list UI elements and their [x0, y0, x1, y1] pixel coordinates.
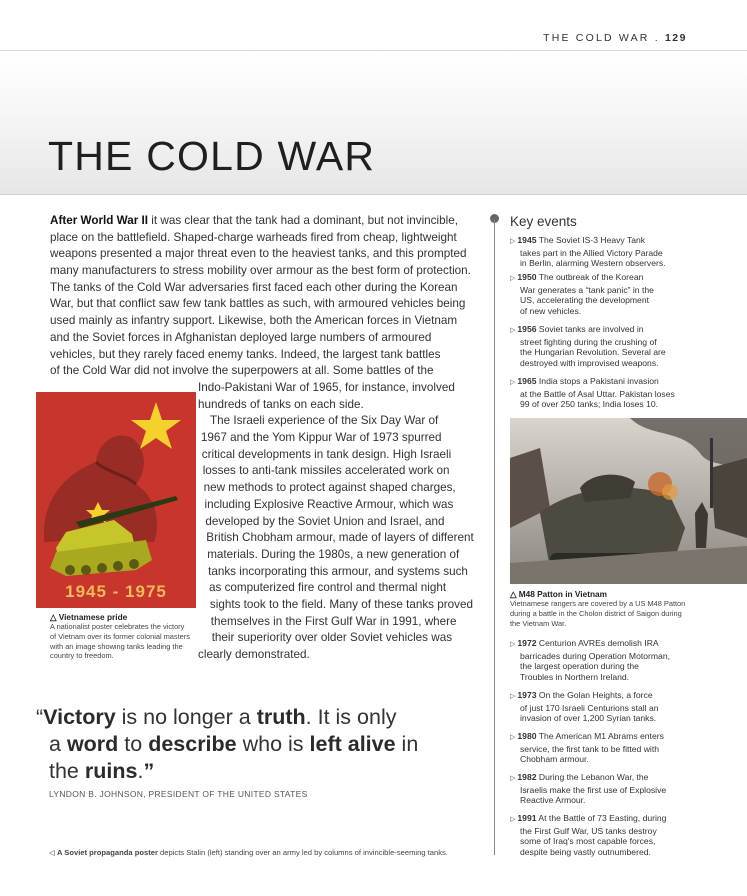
photo-caption-line: during a battle in the Cholon district of Saigon during	[510, 608, 682, 618]
triangle-right-icon: ▷	[510, 775, 516, 782]
body-line: sights took to the field. Many of these tanks proved	[209, 597, 474, 611]
body-line: themselves in the First Gulf War in 1991, where	[210, 614, 457, 628]
triangle-right-icon: ▷	[510, 734, 516, 741]
body-text-wrap	[198, 380, 474, 664]
body-line: tanks incorporating this armour, and systems such	[208, 564, 468, 578]
key-event-line: War generates a “tank panic” in the	[520, 284, 654, 295]
triangle-right-icon: ▷	[510, 693, 516, 700]
key-event-1972	[510, 638, 670, 682]
key-event-line: US, accelerating the development	[520, 295, 649, 306]
event-year: 1972	[517, 638, 537, 648]
key-event-first-line: ▷ 1980 The American M1 Abrams enters	[510, 731, 664, 741]
key-event-first-line: ▷ 1965 India stops a Pakistani invasion	[510, 376, 659, 386]
triangle-right-icon: ▷	[510, 816, 516, 823]
poster-years: 1945 - 1975	[65, 582, 167, 601]
event-year: 1982	[517, 772, 537, 782]
event-year: 1950	[517, 272, 537, 282]
key-event-first-line: ▷ 1950 The outbreak of the Korean	[510, 272, 644, 282]
triangle-right-icon: ▷	[510, 379, 516, 386]
key-event-line: barricades during Operation Motorman,	[520, 650, 670, 661]
event-year: 1973	[517, 690, 537, 700]
key-event-line: the First Gulf War, US tanks destroy	[520, 825, 657, 836]
key-event-1973	[510, 690, 659, 724]
key-event-line: Reactive Armour.	[520, 795, 586, 806]
poster-caption-line: A nationalist poster celebrates the victory	[50, 622, 185, 631]
key-event-line: Chobham armour.	[520, 754, 589, 765]
body-line: The tanks of the Cold War adversaries first faced each other during the Korean	[50, 280, 458, 294]
body-line: their superiority over older Soviet vehicles was	[211, 631, 453, 645]
quote-attribution: LYNDON B. JOHNSON, PRESIDENT OF THE UNITED STATES	[49, 789, 308, 799]
body-line: British Chobham armour, made of layers of different	[206, 531, 474, 545]
page-number: 129	[664, 32, 687, 44]
running-head-separator: .	[654, 32, 660, 44]
photo-caption-line: the Vietnam War.	[510, 618, 567, 628]
key-event-1956	[510, 324, 666, 368]
key-event-first-line: ▷ 1972 Centurion AVREs demolish IRA	[510, 638, 659, 648]
triangle-up-icon: △	[50, 612, 59, 622]
key-event-first-line: ▷ 1991 At the Battle of 73 Easting, during	[510, 813, 667, 823]
event-year: 1965	[517, 376, 537, 386]
key-event-line: destroyed with improvised weapons.	[520, 357, 659, 368]
poster-caption: △ Vietnamese pride A nationalist poster celebrates the victory of Vietnam over its former colonial masters with an image showing tanks leading the country to freedom.	[50, 612, 200, 661]
body-line: vehicles, but they rarely faced enemy tanks. Indeed, the largest tank battles	[50, 347, 441, 361]
triangle-right-icon: ▷	[510, 327, 516, 334]
quote-close-mark: ”	[143, 759, 155, 783]
event-year: 1945	[517, 235, 537, 245]
body-line: War, but that conflict saw few tank battles as such, with armoured vehicles being	[50, 297, 466, 311]
poster-caption-text	[50, 622, 200, 661]
body-line: materials. During the 1980s, a new generation of	[207, 547, 460, 561]
key-event-line: service, the first tank to be fitted with	[520, 743, 659, 754]
key-event-first-line: ▷ 1982 During the Lebanon War, the	[510, 772, 649, 782]
key-event-line: invasion of over 1,200 Syrian tanks.	[520, 713, 657, 724]
body-text-top	[50, 213, 471, 380]
quote-open-mark: “	[36, 705, 44, 729]
timeline-line	[494, 220, 495, 855]
key-event-line: despite being vastly outnumbered.	[520, 846, 651, 857]
quote-emphasis: word	[66, 732, 119, 756]
poster-caption-line: country to freedom.	[50, 651, 114, 661]
quote-line: “Victory is no longer a truth. It is only	[36, 705, 397, 729]
key-event-line: of just 170 Israeli Centurions stall an	[520, 702, 659, 713]
body-line: clearly demonstrated.	[198, 648, 310, 661]
propaganda-poster-image	[36, 392, 196, 608]
event-year: 1991	[517, 813, 537, 823]
body-line: as computerized fire control and thermal night	[209, 581, 447, 595]
key-event-line: the Hungarian Revolution. Several are	[520, 347, 666, 358]
key-event-1982	[510, 772, 666, 806]
body-line: and the Soviet forces in Afghanistan deployed large numbers of armoured	[50, 330, 432, 344]
body-line: place on the battlefield. Shaped-charge warheads fired from cheap, lightweight	[50, 230, 457, 244]
body-line: weapons presented a major threat even to the heaviest tanks, and this prompted	[50, 247, 467, 261]
poster-caption-line: with an image showing tanks leading the	[50, 641, 183, 651]
key-event-line: some of Iraq's most capable forces,	[520, 836, 656, 847]
key-event-first-line: ▷ 1973 On the Golan Heights, a force	[510, 690, 653, 700]
photo-caption-text	[510, 599, 745, 628]
header-bar	[0, 0, 747, 51]
triangle-right-icon: ▷	[510, 238, 516, 245]
event-year: 1956	[517, 324, 537, 334]
body-line: After World War II it was clear that the tank had a dominant, but not invincible,	[50, 214, 458, 227]
photo-caption-line: Vietnamese rangers are covered by a US M48 Patton	[510, 599, 686, 608]
body-line: Indo-Pakistani War of 1965, for instance, involved	[198, 381, 455, 394]
key-event-line: takes part in the Allied Victory Parade	[520, 247, 663, 258]
event-year: 1980	[517, 731, 537, 741]
quote-emphasis: describe	[148, 732, 237, 756]
key-events-title: Key events	[510, 214, 577, 229]
body-line: including Explosive Reactive Armour, which was	[204, 497, 454, 511]
triangle-right-icon: ▷	[510, 275, 516, 282]
body-line: The Israeli experience of the Six Day War of	[210, 414, 439, 428]
key-event-line: street fighting during the crushing of	[520, 336, 657, 347]
body-line: of the Cold War did not involve the superpowers at all. Some battles of the	[50, 364, 434, 378]
footnote-text: depicts Stalin (left) standing over an army led by columns of invincible-seeming tanks.	[157, 848, 448, 857]
triangle-right-icon: ▷	[510, 641, 516, 648]
body-line: hundreds of tanks on each side.	[198, 397, 364, 411]
body-line: used mainly as infantry support. Likewise, both the American forces in Vietnam	[50, 314, 458, 328]
body-line: critical developments in tank design. High Israeli	[201, 447, 452, 461]
m48-patton-photo	[510, 418, 747, 584]
key-event-line: of new vehicles.	[520, 305, 582, 316]
key-event-1980	[510, 731, 664, 765]
running-head	[543, 32, 687, 44]
running-head-section: THE COLD WAR	[543, 32, 650, 44]
photo-caption: △ M48 Patton in Vietnam Vietnamese rangers are covered by a US M48 Patton during a battle in the Cholon district of Saigon during the Vietnam War.	[510, 589, 745, 628]
body-line: new methods to protect against shaped charges,	[203, 481, 456, 495]
key-event-1945	[510, 235, 666, 269]
key-event-1991	[510, 813, 666, 857]
quote-line: the ruins.”	[49, 759, 155, 783]
triangle-up-icon: △	[510, 589, 519, 599]
quote-emphasis: ruins	[84, 759, 138, 783]
key-event-line: Troubles in Northern Ireland.	[520, 671, 630, 682]
key-event-line: Israelis make the first use of Explosive	[520, 784, 667, 795]
quote-emphasis: left alive	[309, 732, 396, 756]
pull-quote	[36, 704, 418, 785]
key-event-line: at the Battle of Asal Uttar. Pakistan loses	[520, 388, 675, 399]
footnote	[49, 848, 448, 857]
key-event-line: 99 of over 250 tanks; India loses 10.	[520, 399, 659, 410]
key-event-1965	[510, 376, 675, 410]
footnote-bold: A Soviet propaganda poster	[56, 848, 158, 857]
quote-line: a word to describe who is left alive in	[49, 732, 419, 756]
key-event-line: the largest operation during the	[520, 661, 639, 672]
quote-emphasis: truth	[256, 705, 306, 729]
quote-emphasis: Victory	[43, 705, 116, 729]
body-line: developed by the Soviet Union and Israel, and	[205, 514, 445, 528]
triangle-left-icon: ◁	[49, 848, 57, 857]
body-line: many manufacturers to stress mobility over armour as the best form of protection.	[50, 264, 471, 278]
body-line: losses to anti-tank missiles accelerated work on	[202, 464, 450, 478]
key-event-line: in Berlin, alarming Western observers.	[520, 258, 666, 269]
page-title: THE COLD WAR	[48, 133, 376, 179]
body-lead: After World War II	[50, 214, 149, 227]
key-event-1950	[510, 272, 654, 316]
body-line: 1967 and the Yom Kippur War of 1973 spurred	[200, 431, 442, 445]
key-event-first-line: ▷ 1945 The Soviet IS-3 Heavy Tank	[510, 235, 646, 245]
key-event-first-line: ▷ 1956 Soviet tanks are involved in	[510, 324, 644, 334]
poster-caption-line: of Vietnam over its former colonial masters	[50, 631, 190, 641]
